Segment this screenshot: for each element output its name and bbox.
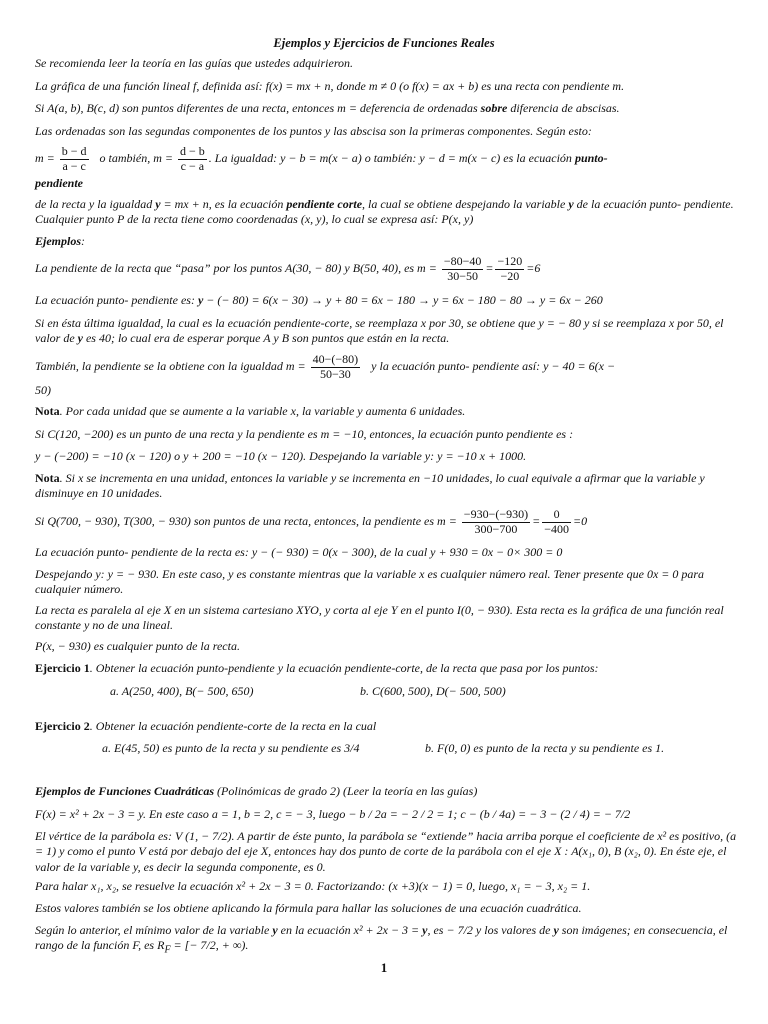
note-2: Nota. Si x se incrementa en una unidad, entonces la variable y se incrementa en −10 unidades, lo cual equivale a afirmar que la variable y disminuye en 10 unidades. [35, 471, 705, 501]
examples-heading: Ejemplos: [35, 234, 86, 248]
formula-note: Estos valores también se los obtiene aplicando la fórmula para hallar las soluciones de una ecuación cuadrática. [35, 901, 582, 915]
example-c-line: Si C(120, −200) es un punto de una recta y la pendiente es m = −10, entonces, la ecuación punto pendiente es : [35, 427, 574, 441]
quadratic-heading: Ejemplos de Funciones Cuadráticas (Polinómicas de grado 2) (Leer la teoría en las guías) [35, 784, 478, 798]
constant-explanation: Despejando y: y = − 930. En este caso, y es constante mientras que la variable x es cualquier número real. Tener presente que 0x = 0 para cualquier número. [35, 567, 705, 597]
linear-function-definition: La gráfica de una función lineal f, definida así: f(x) = mx + n, donde m ≠ 0 (o f(x) = ax + b) es una recta con pendiente m. [35, 79, 625, 93]
example-c-equation: y − (−200) = −10 (x − 120) o y + 200 = −10 (x − 120). Despejando la variable y: y = −10 x + 1000. [35, 449, 527, 463]
page-title: Ejemplos y Ejercicios de Funciones Reales [273, 36, 495, 50]
range-paragraph: Según lo anterior, el mínimo valor de la variable y en la ecuación x² + 2x − 3 = y, es − 7/2 y los valores de y son imágenes; en consecuencia, el rango de la función F, es $R_F$ = [− 7/2, + ∞). [35, 923, 728, 956]
quadratic-coefficients: F(x) = x² + 2x − 3 = y. En este caso a = 1, b = 2, c = − 3, luego − b / 2a = − 2 / 2 = 1; c − (b / 4a) = − 3 − (2 / 4) = − 7/2 [35, 807, 631, 821]
intro-line: Se recomienda leer la teoría en las guías que ustedes adquirieron. [35, 56, 354, 70]
note-1: Nota. Por cada unidad que se aumente a la variable x, la variable y aumenta 6 unidades. [35, 404, 466, 418]
exercise-2-items: a. E(45, 50) es punto de la recta y su pendiente es 3/4 b. F(0, 0) es punto de la recta y su pendiente es 1. [102, 741, 665, 755]
point-slope-label: pendiente [35, 176, 83, 190]
slope-formula-line: m = $\frac{b - d}{a - c}$ o también, m = $\frac{d - b}{c - a}$ . La igualdad: y − b = m(x − a) o también: y − d = m(x − c) es la ecuación punto- [35, 144, 608, 173]
parallel-line-paragraph: La recta es paralela al eje X en un sistema cartesiano XYO, y corta al eje Y en el punto I(0, − 930). Esta recta es la gráfica de una función real constante y no de una lineal. [35, 603, 724, 633]
any-point-line: P(x, − 930) es cualquier punto de la recta. [35, 639, 240, 653]
substitution-paragraph: Si en ésta última igualdad, la cual es la ecuación pendiente-corte, se reemplaza x por 30, se obtiene que y = − 80 y si se reemplaza x por 50, el valor de y es 40; lo cual era de esperar porque A y B son puntos que están en la recta. [35, 316, 724, 346]
slope-definition: Si A(a, b), B(c, d) son puntos diferentes de una recta, entonces m = deferencia de ordenadas sobre diferencia de abscisas. [35, 101, 620, 115]
vertex-paragraph: El vértice de la parábola es: V (1, − 7/2). A partir de éste punto, la parábola se “extiende” hacia arriba porque el coeficiente de x² es positivo, (a = 1) y como el punto V está por debajo del eje X, entonces hay dos punto de corte de la parábola con el eje X : A(x₁, 0), B (x₂, 0). En éste eje, el valor de la variable y, es decir la segunda componente, es 0. [35, 829, 737, 874]
slope-intercept-paragraph: de la recta y la igualdad y = mx + n, es la ecuación pendiente corte, la cual se obtiene despejando la variable y de la ecuación punto- pendiente. Cualquier punto P de la recta tiene como coordenadas (x, y), lo cual se expresa así: P(x, y) [35, 197, 734, 227]
slope-fraction-2: $\frac{d - b}{c - a}$ [179, 144, 205, 173]
constant-point-slope: La ecuación punto- pendiente de la recta es: y − (− 930) = 0(x − 300), de la cual y + 930 = 0x − 0× 300 = 0 [35, 545, 563, 559]
roots-line: Para halar x₁, x₂, se resuelve la ecuación x² + 2x − 3 = 0. Factorizando: (x +3)(x − 1) = 0, luego, x₁ = − 3, x₂ = 1. [35, 879, 591, 893]
exercise-1-items: a. A(250, 400), B(− 500, 650) b. C(600, 500), D(− 500, 500) [110, 684, 506, 698]
alternative-slope-line: También, la pendiente se la obtiene con la igualdad m = $\frac{40-(-80)}{50-30}$ y la ecuación punto- pendiente así: y − 40 = 6(x − [35, 352, 616, 381]
alternative-slope-line-end: 50) [35, 383, 51, 397]
example-slope-line: La pendiente de la recta que “pasa” por los puntos A(30, − 80) y B(50, 40), es m = $\frac{-80-40}{30-50}$ = $\frac{-120}{-20}$ =6 [35, 254, 541, 283]
page-number: 1 [380, 960, 388, 975]
exercise-2: Ejercicio 2. Obtener la ecuación pendiente-corte de la recta en la cual [35, 719, 377, 733]
exercise-1: Ejercicio 1. Obtener la ecuación punto-pendiente y la ecuación pendiente-corte, de la recta que pasa por los puntos: [35, 661, 599, 675]
point-slope-example: La ecuación punto- pendiente es: y − (− 80) = 6(x − 30) → y + 80 = 6x − 180 → y = 6x − 180 − 80 → y = 6x − 260 [35, 293, 603, 307]
ordinates-note: Las ordenadas son las segundas componentes de los puntos y las abscisa son la primeras componentes. Según esto: [35, 124, 592, 138]
slope-fraction-1: $\frac{b - d}{a - c}$ [61, 144, 87, 173]
example-q-t-slope: Si Q(700, − 930), T(300, − 930) son puntos de una recta, entonces, la pendiente es m = $\frac{-930-(-930)}{300-700}$ = $\frac{0}{-400}$ =0 [35, 507, 588, 536]
